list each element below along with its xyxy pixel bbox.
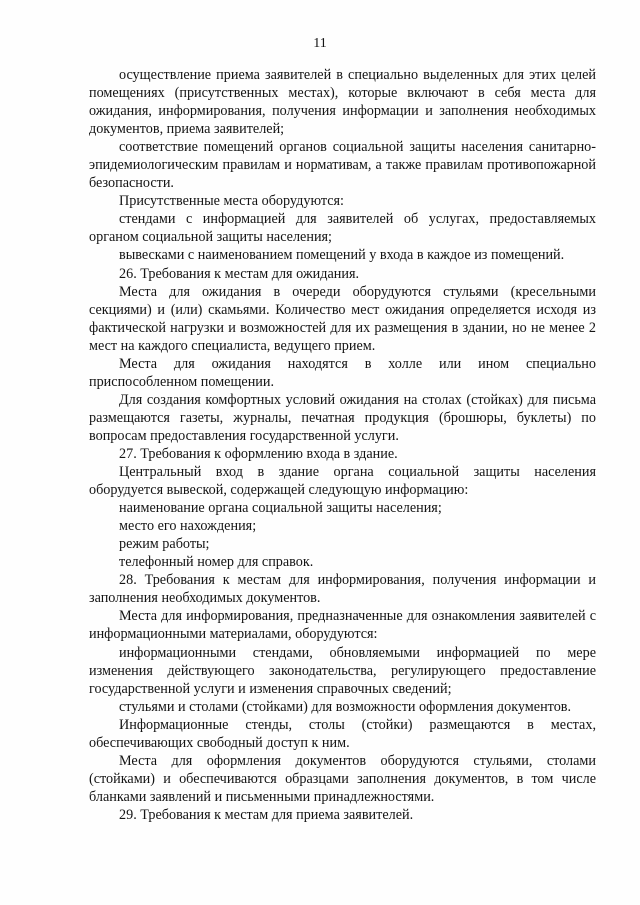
paragraph-14: режим работы; xyxy=(119,536,210,553)
paragraph-5: вывесками с наименованием помещений у входа в каждое из помещений. xyxy=(119,247,565,264)
paragraph-1: осуществление приема заявителей в специально выделенных для этих целей помещениях (присутственных местах), которые включают в себя места для ожидания, информирования, получения информации и заполнения необходимых документов, приема заявителей; xyxy=(89,67,596,138)
paragraph-3: Присутственные места оборудуются: xyxy=(119,193,344,210)
paragraph-11: Центральный вход в здание органа социальной защиты населения оборудуется вывеской, содержащей следующую информацию: xyxy=(89,464,596,499)
paragraph-21: Места для оформления документов оборудуются стульями, столами (стойками) и обеспечиваются образцами заполнения документов, в том числе бланками заявлений и письменными принадлежностями. xyxy=(89,752,596,805)
paragraph-17: Места для информирования, предназначенные для ознакомления заявителей с информационными материалами, оборудуются: xyxy=(89,608,596,643)
paragraph-18: информационными стендами, обновляемыми информацией по мере изменения действующего законодательства, регулирующего предоставление государственной услуги и изменения справочных сведений; xyxy=(89,644,596,697)
paragraph-13: место его нахождения; xyxy=(119,518,257,535)
paragraph-12: наименование органа социальной защиты населения; xyxy=(119,500,442,517)
paragraph-4: стендами с информацией для заявителей об услугах, предоставляемых органом социальной защиты населения; xyxy=(89,211,596,246)
paragraph-20: Информационные стенды, столы (стойки) размещаются в местах, обеспечивающих свободный доступ к ним. xyxy=(89,716,596,751)
section-heading-29: 29. Требования к местам для приема заявителей. xyxy=(119,806,414,823)
paragraph-19: стульями и столами (стойками) для возможности оформления документов. xyxy=(119,698,572,715)
paragraph-9: Для создания комфортных условий ожидания на столах (стойках) для письма размещаются газеты, журналы, печатная продукция (брошюры, буклеты) по вопросам предоставления государственной услуги. xyxy=(89,391,596,444)
page-number: 11 xyxy=(313,36,327,51)
document-body xyxy=(89,66,596,824)
section-heading-27: 27. Требования к оформлению входа в здание. xyxy=(119,445,398,462)
paragraph-7: Места для ожидания в очереди оборудуются стульями (кресельными секциями) и (или) скамьями. Количество мест ожидания определяется исходя из фактической нагрузки и возможностей для их размещения в здании, но не менее 2 мест на каждого специалиста, ведущего прием. xyxy=(89,283,596,354)
section-heading-28: 28. Требования к местам для информирования, получения информации и заполнения необходимых документов. xyxy=(89,572,596,607)
paragraph-2: соответствие помещений органов социальной защиты населения санитарно-эпидемиологическим правилам и нормативам, а также правилам противопожарной безопасности. xyxy=(89,139,596,192)
paragraph-15: телефонный номер для справок. xyxy=(119,554,314,571)
paragraph-8: Места для ожидания находятся в холле или ином специально приспособленном помещении. xyxy=(89,355,596,390)
section-heading-26: 26. Требования к местам для ожидания. xyxy=(119,265,360,282)
